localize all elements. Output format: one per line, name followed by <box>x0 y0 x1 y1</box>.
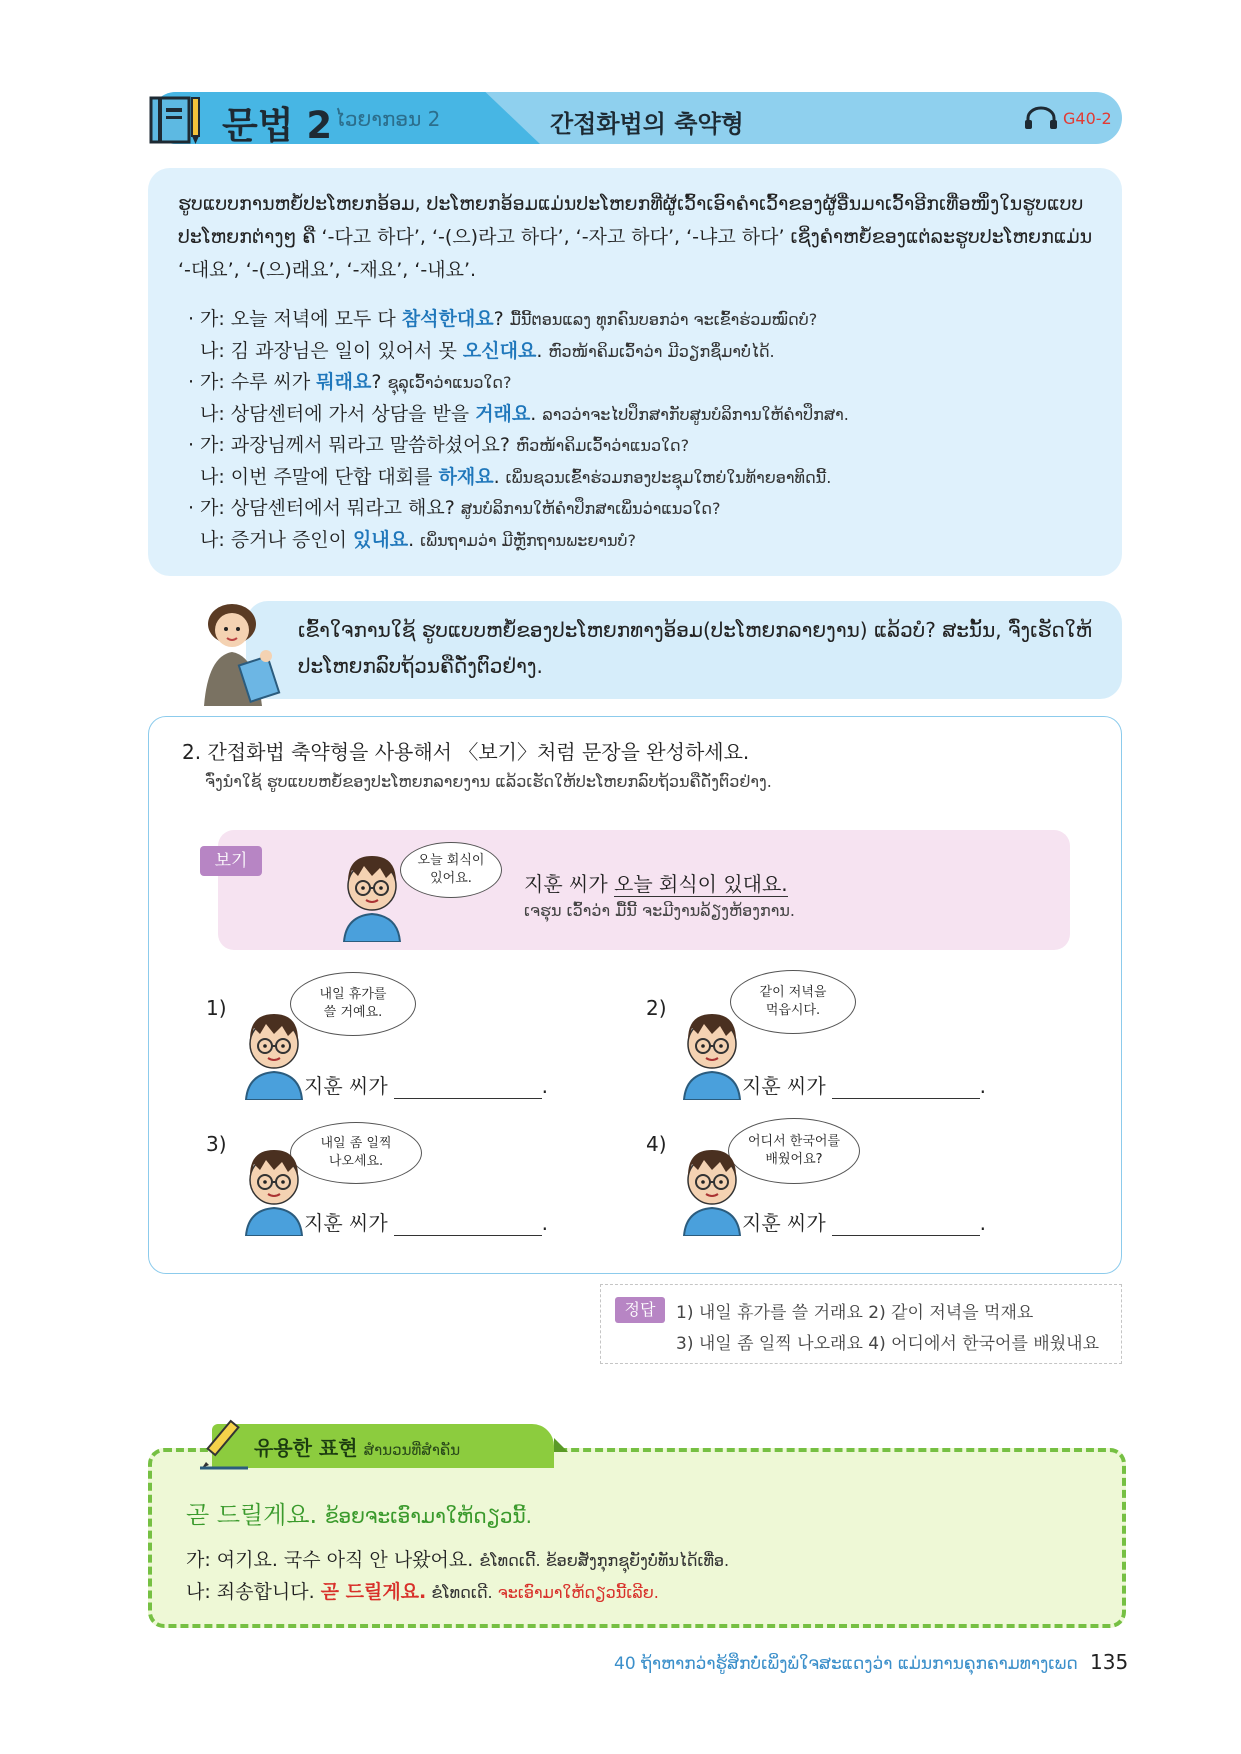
example-korean: 나: 이번 주말에 단합 대회를 <box>200 465 439 488</box>
example-highlight: 거래요 <box>475 402 531 425</box>
example-punct: . <box>493 465 506 488</box>
useful-expression-title: 유용한 표현 ສຳນວນທີ່ສຳຄັນ <box>254 1436 461 1460</box>
lesson-title: 문법 2 <box>222 104 333 147</box>
example-highlight: 참석한대요 <box>401 308 494 330</box>
item-number: 2) <box>646 996 667 1020</box>
example-korean: 나: 김 과장님은 일이 있어서 못 <box>200 339 463 362</box>
student-jihun-illustration <box>236 1000 312 1100</box>
example-line <box>188 399 1108 431</box>
example-korean: 나: 상담센터에 가서 상담을 받을 <box>200 402 476 425</box>
example-highlight: 오신대요 <box>462 339 537 362</box>
example-lao: ສູນບໍລິການໃຫ້ຄຳປຶກສາເພິ່ນວ່າແນວໃດ? <box>460 499 721 518</box>
example-dialogue-list <box>188 304 1108 556</box>
example-lao: ມື້ນີ້ຕອນແລງ ທຸກຄົນບອກວ່າ ຈະເຂົ້າຮ່ວມໝົດບໍ? <box>509 310 818 329</box>
example-highlight: 있내요 <box>353 528 409 551</box>
bullet: · <box>188 308 195 330</box>
example-sentence: 지훈 씨가 오늘 회식이 있대요. <box>524 872 788 896</box>
example-line <box>188 336 1108 368</box>
example-punct: . <box>536 339 549 362</box>
example-korean: 나: 증거나 증인이 <box>200 528 353 551</box>
speech-bubble: 내일 좀 일찍 나오세요. <box>290 1122 422 1184</box>
example-punct: ? <box>371 371 388 393</box>
lesson-subtitle: ໄວຍາກອນ 2 <box>335 107 441 131</box>
example-line <box>188 304 1108 336</box>
example-korean: 가: 상담센터에서 뭐라고 해요? <box>200 497 461 519</box>
example-korean: 가: 수루 씨가 <box>200 371 317 393</box>
example-korean: 가: 오늘 저녁에 모두 다 <box>200 308 402 330</box>
headphones-icon[interactable] <box>1024 106 1058 130</box>
speech-bubble: 내일 휴가를 쓸 거예요. <box>290 972 416 1036</box>
bullet: · <box>188 434 195 456</box>
student-jihun-illustration <box>674 1000 750 1100</box>
example-lao: ຫົວໜ້າຄິມເວົ້າວ່າແນວໃດ? <box>515 436 690 455</box>
bullet: · <box>188 371 195 393</box>
item-number: 4) <box>646 1132 667 1156</box>
pencil-icon <box>198 1418 250 1470</box>
answer-blank[interactable] <box>394 1078 542 1099</box>
speech-bubble: 같이 저녁을 먹읍시다. <box>730 970 856 1034</box>
student-jihun-illustration <box>334 842 410 942</box>
example-line <box>188 367 1108 399</box>
explanation-text: ຮູບແບບການຫຍໍ້ປະໂຫຍກອ້ອມ, ປະໂຫຍກອ້ອມແມ່ນປະໂຫຍກທີ່ຜູ້ເວົ້າເອົາຄຳເວົ້າຂອງຜູ້ອື່ນມາເວົ້າອີກເທື່ອໜຶ່ງໃນຮູບແບບປະໂຫຍກຕ່າງໆ ຄື ‘-다고 하다’, ‘-(으)라고 하다’, ‘-자고 하다’, ‘-냐고 하다’ ເຊິ່ງຄຳຫຍໍ້ຂອງແຕ່ລະຮູບປະໂຫຍກແມ່ນ ‘-대요’, ‘-(으)래요’, ‘-재요’, ‘-내요’. <box>178 193 1093 281</box>
exercise-title: 2. 간접화법 축약형을 사용해서 〈보기〉처럼 문장을 완성하세요. <box>182 740 750 764</box>
item-number: 3) <box>206 1132 227 1156</box>
audio-track-code[interactable]: G40-2 <box>1063 109 1112 128</box>
example-line <box>188 493 1108 525</box>
notebook-pencil-icon <box>148 92 202 146</box>
answer-key-line-1: 1) 내일 휴가를 쓸 거래요 2) 같이 저녁을 먹재요 <box>676 1303 1034 1323</box>
example-highlight: 뭐래요 <box>316 371 372 393</box>
useful-expression-headline: 곧 드릴게요. ຂ້ອຍຈະເອົາມາໃຫ້ດຽວນີ້. <box>186 1501 533 1529</box>
example-tag: 보기 <box>200 846 262 876</box>
answer-line: 지훈 씨가 . <box>742 1074 986 1098</box>
footer-text: 40 ຖ້າຫາກວ່າຮູ້ສຶກບໍ່ເພິ່ງພໍໃຈສະແດງວ່າ ແມ່ນການຄຸກຄາມທາງເພດ <box>614 1654 1078 1674</box>
lesson-topic: 간접화법의 축약형 <box>550 110 744 138</box>
bullet: · <box>188 497 195 519</box>
answer-key-line-2: 3) 내일 좀 일찍 나오래요 4) 어디에서 한국어를 배웠내요 <box>676 1334 1099 1354</box>
example-translation: ເຈຮຸນ ເວົ້າວ່າ ມື້ນີ້ ຈະມີງານລ້ຽງຫ້ອງການ. <box>524 901 795 920</box>
tab-fold <box>554 1438 568 1452</box>
example-korean: 가: 과장님께서 뭐라고 말씀하셨어요? <box>200 434 516 456</box>
example-lao: ເພິ່ນຖາມວ່າ ມີຫຼັກຖານພະຍານບໍ? <box>420 530 636 550</box>
answer-line: 지훈 씨가 . <box>304 1074 548 1098</box>
student-jihun-illustration <box>236 1136 312 1236</box>
tip-text: ເຂົ້າໃຈການໃຊ້ ຮູບແບບຫຍໍ້ຂອງປະໂຫຍກທາງອ້ອມ(ປະໂຫຍກລາຍງານ) ແລ້ວບໍ? ສະນັ້ນ, ຈົ່ງເຮັດໃຫ້ປະໂຫຍກລົບຖ້ວນຄືດັ່ງຕົວຢ່າງ. <box>298 618 1093 678</box>
example-lao: ລາວວ່າຈະໄປປຶກສາກັບສູນບໍລິການໃຫ້ຄຳປຶກສາ. <box>542 404 849 424</box>
answer-line: 지훈 씨가 . <box>742 1211 986 1235</box>
example-highlight: 하재요 <box>438 465 494 488</box>
answer-key-tag: 정답 <box>615 1297 665 1323</box>
example-line <box>188 462 1108 494</box>
answer-line: 지훈 씨가 . <box>304 1211 548 1235</box>
page-number: 135 <box>1090 1650 1129 1674</box>
speech-bubble: 오늘 회식이 있어요. <box>400 842 502 898</box>
answer-blank[interactable] <box>394 1215 542 1236</box>
example-punct: . <box>408 528 421 551</box>
answer-blank[interactable] <box>832 1078 980 1099</box>
example-line <box>188 430 1108 462</box>
item-number: 1) <box>206 996 227 1020</box>
useful-dialogue-line-1: 가: 여기요. 국수 아직 안 나왔어요. ຂໍໂທດເດີ້. ຂ້ອຍສັ່ງກຸກຊຸຍັງບໍ່ທັນໄດ້ເທື່ອ. <box>186 1549 730 1571</box>
example-punct: . <box>530 402 543 425</box>
student-jihun-illustration <box>674 1136 750 1236</box>
exercise-subtitle: ຈົ່ງນຳໃຊ້ ຮູບແບບຫຍໍ້ຂອງປະໂຫຍກລາຍງານ ແລ້ວເຮັດໃຫ້ປະໂຫຍກລົບຖ້ວນຄືດັ່ງຕົວຢ່າງ. <box>205 772 772 791</box>
useful-dialogue-line-2: 나: 죄송합니다. 곧 드릴게요. ຂໍໂທດເດີ. ຈະເອົາມາໃຫ້ດຽວນີ້ເລີຍ. <box>186 1581 659 1603</box>
example-punct: ? <box>493 308 510 330</box>
teacher-illustration <box>190 594 290 706</box>
example-answer: 오늘 회식이 있대요. <box>614 872 788 896</box>
answer-blank[interactable] <box>832 1215 980 1236</box>
example-lao: ເພິ່ນຊວນເຂົ້າຮ່ວມກອງປະຊຸມໃຫຍ່ໃນທ້າຍອາທິດນີ້. <box>505 467 832 487</box>
example-lao: ຫົວໜ້າຄິມເວົ້າວ່າ ມີວຽກຊຶ່ມາບໍ່ໄດ້. <box>548 341 775 361</box>
speech-bubble: 어디서 한국어를 배웠어요? <box>728 1118 860 1184</box>
example-lao: ຊຸລຸເວົ້າວ່າແນວໃດ? <box>387 373 512 392</box>
example-line <box>188 525 1108 557</box>
